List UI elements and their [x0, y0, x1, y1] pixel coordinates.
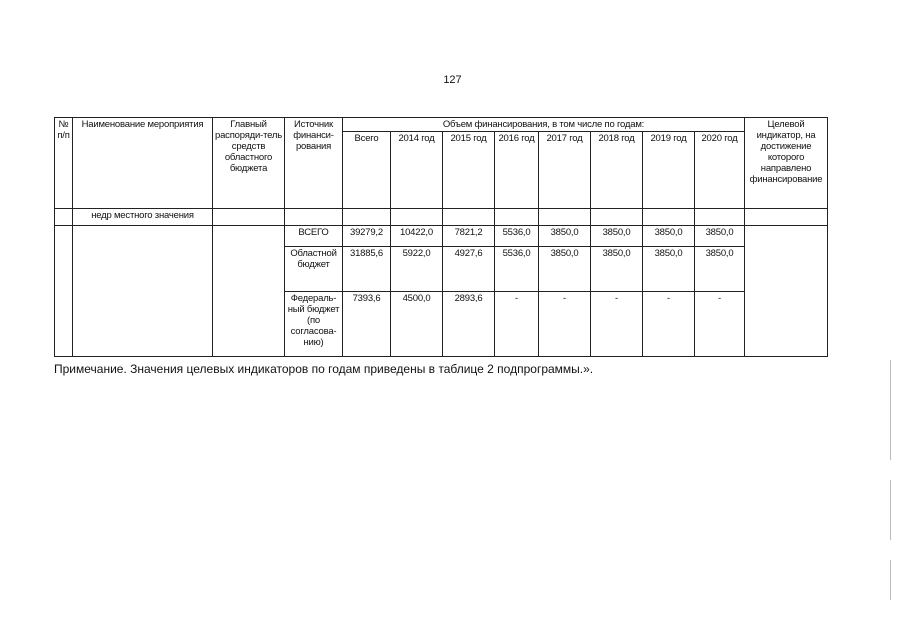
header-total: Всего [343, 132, 391, 209]
header-year-2019: 2019 год [643, 132, 695, 209]
cell-source: Федераль-ный бюджет (по согласова-нию) [285, 292, 343, 357]
header-year-2018: 2018 год [591, 132, 643, 209]
cell-value: - [591, 292, 643, 357]
cell-value: - [539, 292, 591, 357]
header-year-2020: 2020 год [695, 132, 745, 209]
cell-value: 4927,6 [443, 247, 495, 292]
cell-value: 10422,0 [391, 226, 443, 247]
header-manager: Главный распоряди-тель средств областного бюджета [213, 118, 285, 209]
cell-value: 3850,0 [591, 226, 643, 247]
cell-empty [391, 209, 443, 226]
cell-empty [539, 209, 591, 226]
cell-value: 5536,0 [495, 247, 539, 292]
cell-empty [745, 209, 828, 226]
cell-empty [55, 209, 73, 226]
cell-empty [285, 209, 343, 226]
scan-edge-mark [890, 360, 891, 460]
cell-value: 5922,0 [391, 247, 443, 292]
cell-value: 3850,0 [695, 226, 745, 247]
cell-value: 3850,0 [539, 226, 591, 247]
cell-empty [213, 226, 285, 357]
cell-empty [73, 226, 213, 357]
cell-empty [55, 226, 73, 357]
table-footnote: Примечание. Значения целевых индикаторов по годам приведены в таблице 2 подпрограммы.». [54, 362, 594, 376]
cell-value: 3850,0 [643, 226, 695, 247]
cell-value: 3850,0 [539, 247, 591, 292]
header-volume-group: Объем финансирования, в том числе по годам: [343, 118, 745, 132]
page-number: 127 [443, 74, 462, 86]
cell-empty [695, 209, 745, 226]
cell-value: 3850,0 [695, 247, 745, 292]
cell-empty [591, 209, 643, 226]
header-row [55, 118, 828, 132]
cell-empty [643, 209, 695, 226]
header-year-2014: 2014 год [391, 132, 443, 209]
header-name: Наименование мероприятия [73, 118, 213, 209]
scan-edge-mark [890, 480, 891, 540]
cell-empty [745, 226, 828, 357]
cell-value: 4500,0 [391, 292, 443, 357]
cell-value: 3850,0 [591, 247, 643, 292]
financing-table [54, 117, 828, 357]
cell-empty [495, 209, 539, 226]
cell-source: ВСЕГО [285, 226, 343, 247]
cell-event-name: недр местного значения [73, 209, 213, 226]
scan-edge-mark [890, 560, 891, 600]
cell-source: Областной бюджет [285, 247, 343, 292]
cell-value: 39279,2 [343, 226, 391, 247]
cell-value: - [643, 292, 695, 357]
cell-value: 31885,6 [343, 247, 391, 292]
header-year-2016: 2016 год [495, 132, 539, 209]
cell-value: 3850,0 [643, 247, 695, 292]
header-source: Источник финанси-рования [285, 118, 343, 209]
cell-empty [443, 209, 495, 226]
header-year-2017: 2017 год [539, 132, 591, 209]
cell-value: 5536,0 [495, 226, 539, 247]
table-row-total [55, 226, 828, 247]
cell-value: - [495, 292, 539, 357]
header-num: № п/п [55, 118, 73, 209]
cell-value: 7393,6 [343, 292, 391, 357]
header-indicator: Целевой индикатор, на достижение которого направлено финансирование [745, 118, 828, 209]
cell-value: 7821,2 [443, 226, 495, 247]
cell-empty [343, 209, 391, 226]
cell-empty [213, 209, 285, 226]
cell-value: 2893,6 [443, 292, 495, 357]
table-row-continuation [55, 209, 828, 226]
cell-value: - [695, 292, 745, 357]
header-year-2015: 2015 год [443, 132, 495, 209]
